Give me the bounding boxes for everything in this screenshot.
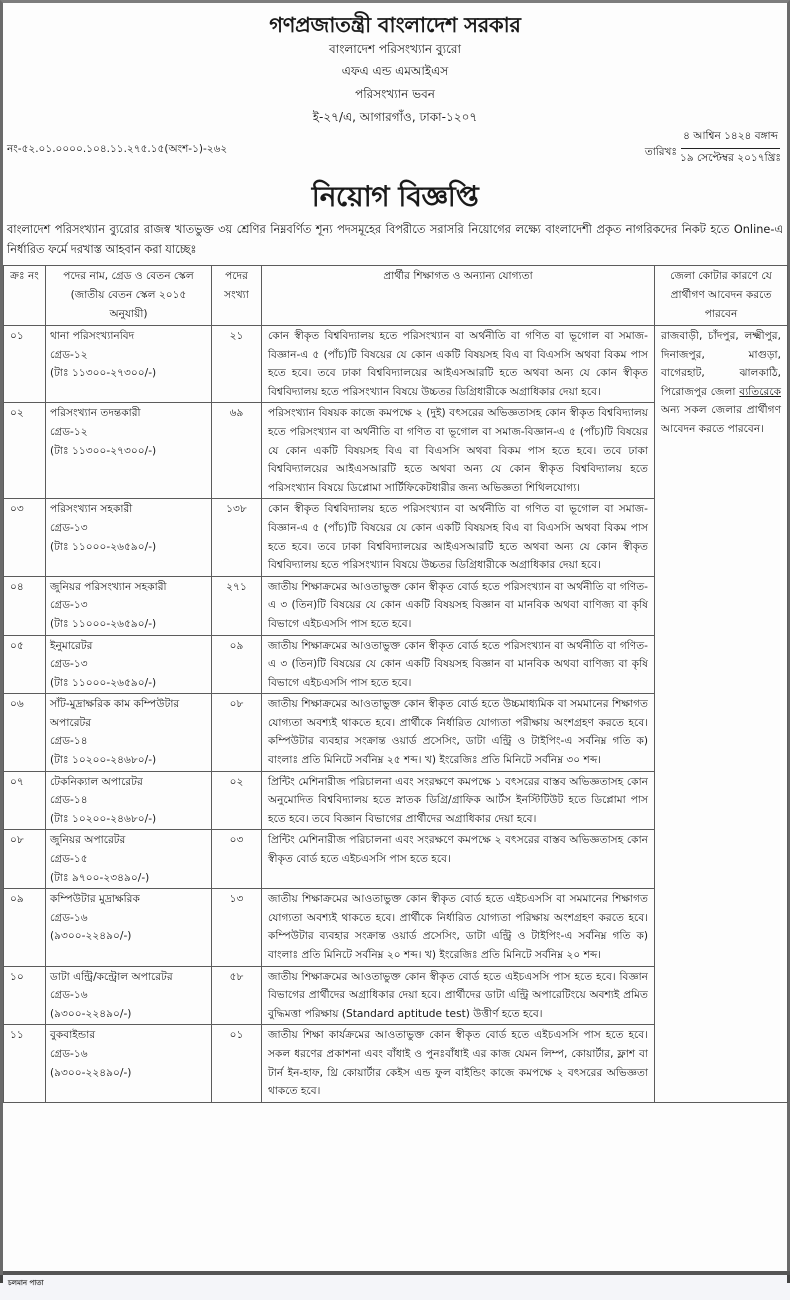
row-post: টেকনিক্যাল অপারেটর — [50, 775, 143, 788]
row-qualification: কোন স্বীকৃত বিশ্ববিদ্যালয় হতে পরিসংখ্যান বা অর্থনীতি বা গণিত বা ভূগোল বা সমাজ-বিজ্ঞান-এ ৫ (পাঁচ)টি বিষয়ের যে কোন একটি বিষয়সহ বিএ বা বিএসসি অথবা বিকম পাস হতে হবে। তবে ঢাকা বিশ্ববিদ্যালয়ের আইএসআরটি হতে অথবা অন্য যে কোন স্বীকৃত বিশ্ববিদ্যালয় হতে পরিসংখ্যান বিষয়ে উচ্চতর ডিগ্রিধারীকে অগ্রাধিকার দেয়া হবে। — [262, 499, 655, 576]
row-serial: ০৫ — [4, 635, 46, 694]
row-qualification: জাতীয় শিক্ষাক্রমের আওতাভুক্ত কোন স্বীকৃত বোর্ড হতে পরিসংখ্যান বা অর্থনীতি বা গণিত-এ ৩ (তিন)টি বিষয়ের যে কোন একটি বিষয়সহ বিজ্ঞান বা মানবিক অথবা বাণিজ্য বা কৃষি বিভাগে এইচএসসি পাস হতে হবে। — [262, 635, 655, 694]
row-grade: গ্রেড-১৩ — [50, 658, 88, 671]
row-scale: (টাঃ ১০২০০-২৪৬৮০/-) — [50, 754, 157, 767]
table-row — [4, 326, 788, 403]
row-qualification: জাতীয় শিক্ষাক্রমের আওতাভুক্ত কোন স্বীকৃত বোর্ড হতে এইচএসসি পাস হতে হবে। বিজ্ঞান বিভাগের প্রার্থীদের অগ্রাধিকার দেয়া হবে। প্রার্থীদের ডাটা এন্ট্রি অপারেটিংয়ে অবশ্যই প্রমিত বুদ্ধিমত্তা পরিক্ষায় (Standard aptitude test) উত্তীর্ণ হতে হবে। — [262, 966, 655, 1025]
row-post: থানা পরিসংখ্যানবিদ — [50, 330, 135, 342]
bureau-name: বাংলাদেশ পরিসংখ্যান ব্যুরো — [329, 42, 461, 56]
row-scale: (৯৩০০-২২৪৯০/-) — [50, 1066, 132, 1079]
row-post — [46, 1025, 212, 1102]
row-post: পরিসংখ্যান তদন্তকারী — [50, 407, 141, 420]
row-post — [46, 966, 212, 1025]
header-post: পদের নাম, গ্রেড ও বেতন স্কেল (জাতীয় বেতন স্কেল ২০১৫ অনুযায়ী) — [46, 266, 212, 326]
row-post: সাঁট-মুদ্রাক্ষরিক কাম কম্পিউটার অপারেটর — [50, 698, 180, 729]
header-qualification: প্রার্থীর শিক্ষাগত ও অন্যান্য যোগ্যতা — [262, 266, 655, 326]
row-post — [46, 403, 212, 499]
wing-name: এফএ এন্ড এমআইএস — [341, 64, 449, 78]
row-serial: ০২ — [4, 403, 46, 499]
row-count: ০৯ — [212, 635, 262, 694]
row-scale: (৯৩০০-২২৪৯০/-) — [50, 1007, 132, 1020]
row-serial: ০৮ — [4, 830, 46, 889]
row-post — [46, 830, 212, 889]
district-quota-note — [655, 326, 788, 1103]
row-post: ডাটা এন্ট্রি/কন্ট্রোল অপারেটর — [50, 970, 173, 983]
row-serial: ০৬ — [4, 694, 46, 771]
row-scale: (টাঃ ১১০০০-২৬৫৯০/-) — [50, 617, 157, 630]
date-bangla: ৪ আশ্বিন ১৪২৪ বঙ্গাব্দ — [681, 129, 780, 149]
row-scale: (টাঃ ৯৭০০-২৩৪৯০/-) — [50, 871, 150, 884]
row-post: কম্পিউটার মুদ্রাক্ষরিক — [50, 893, 140, 906]
row-qualification: জাতীয় শিক্ষাক্রমের আওতাভুক্ত কোন স্বীকৃত বোর্ড হতে পরিসংখ্যান বা অর্থনীতি বা গণিত-এ ৩ (তিন)টি বিষয়ের যে কোন একটি বিষয়সহ বিজ্ঞান বা মানবিক অথবা বাণিজ্য বা কৃষি বিভাগে এইচএসসি পাস হতে হবে। — [262, 576, 655, 635]
row-post — [46, 635, 212, 694]
row-post — [46, 499, 212, 576]
row-post — [46, 326, 212, 403]
row-count: ০১ — [212, 1025, 262, 1102]
row-post — [46, 576, 212, 635]
memo-number: নং-৫২.০১.০০০০.১০৪.১১.২৭৫.১৫(অংশ-১)-২৬২ — [7, 143, 228, 155]
page-bottom-rule — [3, 1271, 790, 1275]
government-title: গণপ্রজাতন্ত্রী বাংলাদেশ সরকার — [269, 13, 521, 37]
row-count: ০৩ — [212, 830, 262, 889]
row-qualification: জাতীয় শিক্ষা কার্যক্রমের আওতাভুক্ত কোন স্বীকৃত বোর্ড হতে এইচএসসি পাস হতে হবে। সকল ধরণের প্রকাশনা এবং বাঁধাই ও পুনঃবাঁধাই এর কাজ যেমন লিম্প, কোয়ার্টার, ফ্লাশ বা টার্ন ইন-হাফ, থ্রি কোয়ার্টার কেইস এন্ড ফুল বাইন্ডিং কাজে কমপক্ষে ২ বৎসরের অভিজ্ঞতা থাকতে হবে। — [262, 1025, 655, 1102]
row-grade: গ্রেড-১৩ — [50, 599, 88, 612]
row-count: ৫৮ — [212, 966, 262, 1025]
notice-title: নিয়োগ বিজ্ঞপ্তি — [311, 180, 479, 213]
row-scale: (টাঃ ১১০০০-২৬৫৯০/-) — [50, 540, 157, 553]
row-serial: ০৭ — [4, 771, 46, 830]
row-qualification: কোন স্বীকৃত বিশ্ববিদ্যালয় হতে পরিসংখ্যান বা অর্থনীতি বা গণিত বা ভূগোল বা সমাজ-বিজ্ঞান-এ ৫ (পাঁচ)টি বিষয়ের যে কোন একটি বিষয়সহ বিএ বা বিএসসি অথবা বিকম পাস হতে হবে। তবে ঢাকা বিশ্ববিদ্যালয়ের আইএসআরটি হতে অথবা অন্য যে কোন স্বীকৃত বিশ্ববিদ্যালয় হতে পরিসংখ্যান বিষয়ে উচ্চতর ডিগ্রিধারীকে অগ্রাধিকার দেয়া হবে। — [262, 326, 655, 403]
row-grade: গ্রেড-১৬ — [50, 989, 88, 1002]
district-note-text-end: অন্য সকল জেলার প্রার্থীগণ আবেদন করতে পারবেন। — [661, 404, 781, 435]
row-serial: ১০ — [4, 966, 46, 1025]
district-note-text: রাজবাড়ী, চাঁদপুর, লক্ষ্মীপুর, দিনাজপুর, মাগুড়া, বাগেরহাট, ঝালকাঠি, পিরোজপুর জেলা — [661, 330, 781, 398]
row-count: ৬৯ — [212, 403, 262, 499]
continued-label: চলমান পাতা — [8, 1279, 44, 1287]
office-address: ই-২৭/এ, আগারগাঁও, ঢাকা-১২০৭ — [312, 110, 478, 124]
left-edge-mark — [0, 1275, 3, 1283]
row-post — [46, 771, 212, 830]
row-grade: গ্রেড-১৪ — [50, 794, 88, 807]
row-qualification: প্রিন্টিং মেশিনারীজ পরিচালনা এবং সংরক্ষণে কমপক্ষে ১ বৎসরের বাস্তব অভিজ্ঞতাসহ কোন অনুমোদিত বিশ্ববিদ্যালয় হতে স্নাতক ডিগ্রি/গ্রাফিক আর্টস ইনস্টিটিউট হতে ডিপ্লোমা পাস হতে হবে। তবে বিজ্ঞান বিভাগের প্রার্থীদের অগ্রাধিকার দেয়া হবে। — [262, 771, 655, 830]
row-post: ইনুমারেটর — [50, 639, 93, 652]
date-label: তারিখঃ — [644, 146, 678, 158]
row-post — [46, 889, 212, 966]
date-block — [645, 129, 781, 168]
row-serial: ০১ — [4, 326, 46, 403]
row-scale: (টাঃ ১১৩০০-২৭৩০০/-) — [50, 367, 157, 380]
row-qualification: জাতীয় শিক্ষাক্রমের আওতাভুক্ত কোন স্বীকৃত বোর্ড হতে এইচএসসি বা সমমানের শিক্ষাগত যোগ্যতা অবশ্যই থাকতে হবে। প্রার্থীকে নির্ধারিত যোগ্যতা পরিক্ষায় অংশগ্রহণ করতে হবে। কম্পিউটার ব্যবহার সংক্রান্ত ওয়ার্ড প্রসেসিং, ডাটা এন্ট্রি ও টাইপিং-এ সর্বনিম্ন গতি ক) বাংলাঃ প্রতি মিনিটে সর্বনিম্ন ২০ শব্দ। খ) ইংরেজিঃ প্রতি মিনিটে সর্বনিম্ন ২০ শব্দ। — [262, 889, 655, 966]
row-count: ২১ — [212, 326, 262, 403]
row-qualification: জাতীয় শিক্ষাক্রমের আওতাভুক্ত কোন স্বীকৃত বোর্ড হতে উচ্চমাধ্যমিক বা সমমানের শিক্ষাগত যোগ্যতা অবশ্যই থাকতে হবে। প্রার্থীকে নির্ধারিত যোগ্যতা পরীক্ষায় অংশগ্রহণ করতে হবে। কম্পিউটার ব্যবহার সংক্রান্ত ওয়ার্ড প্রসেসিং, ডাটা এন্ট্রি ও টাইপিং-এ সর্বনিম্ন গতি ক) বাংলাঃ প্রতি মিনিটে সর্বনিম্ন ২৫ শব্দ। খ) ইংরেজিঃ প্রতি মিনিটে সর্বনিম্ন ৩০ শব্দ। — [262, 694, 655, 771]
row-grade: গ্রেড-১৬ — [50, 911, 88, 924]
district-note-exception: ব্যতিরেকে — [739, 385, 781, 398]
row-qualification: পরিসংখ্যান বিষয়ক কাজে কমপক্ষে ২ (দুই) বৎসরের অভিজ্ঞতাসহ কোন স্বীকৃত বিশ্ববিদ্যালয় হতে পরিসংখ্যান বা অর্থনীতি বা গণিত বা ভূগোল বা সমাজ-বিজ্ঞান-এ ৫ (পাঁচ)টি বিষয়ের যে কোন একটি বিষয়সহ বিএ বা বিএসসি অথবা বিকম পাস হতে হবে। তবে ঢাকা বিশ্ববিদ্যালয়ের আইএসআরটি হতে অথবা অন্য যে কোন স্বীকৃত বিশ্ববিদ্যালয় হতে পরিসংখ্যান বিষয়ে ডিপ্লোমা সার্টিফিকেটধারীর জন্য অভিজ্ঞতা শিথিলযোগ্য। — [262, 403, 655, 499]
row-scale: (টাঃ ১১০০০-২৬৫৯০/-) — [50, 676, 157, 689]
row-count: ০২ — [212, 771, 262, 830]
row-serial: ১১ — [4, 1025, 46, 1102]
row-grade: গ্রেড-১২ — [50, 425, 88, 438]
intro-paragraph: বাংলাদেশ পরিসংখ্যান ব্যুরোর রাজস্ব খাতভুক্ত ৩য় শ্রেণির নিম্নবর্ণিত শূন্য পদসমূহের বিপরীতে সরাসরি নিয়োগের লক্ষ্যে বাংলাদেশী প্রকৃত নাগরিকদের নিকট হতে Online-এ নির্ধারিত ফর্মে দরখাস্ত আহবান করা যাচ্ছেঃ — [7, 223, 783, 256]
row-grade: গ্রেড-১৪ — [50, 735, 88, 748]
table-header-row — [4, 266, 788, 326]
row-serial: ০৩ — [4, 499, 46, 576]
row-scale: (টাঃ ১০২০০-২৪৬৮০/-) — [50, 812, 157, 825]
row-count: ০৮ — [212, 694, 262, 771]
header-count: পদের সংখ্যা — [212, 266, 262, 326]
building-name: পরিসংখ্যান ভবন — [355, 87, 435, 101]
row-grade: গ্রেড-১৫ — [50, 853, 88, 866]
row-grade: গ্রেড-১৩ — [50, 521, 88, 534]
row-serial: ০৪ — [4, 576, 46, 635]
header-district: জেলা কোটার কারণে যে প্রার্থীগণ আবেদন করতে পারবেন — [655, 266, 788, 326]
row-grade: গ্রেড-১২ — [50, 348, 88, 361]
row-grade: গ্রেড-১৬ — [50, 1047, 88, 1060]
header-serial: ক্রঃ নং — [4, 266, 46, 326]
row-post: জুনিয়র পরিসংখ্যান সহকারী — [50, 580, 167, 593]
row-post — [46, 694, 212, 771]
row-qualification: প্রিন্টিং মেশিনারীজ পরিচালনা এবং সংরক্ষণে কমপক্ষে ২ বৎসরের বাস্তব অভিজ্ঞতাসহ কোন স্বীকৃত বোর্ড হতে এইচএসসি পাস হতে হবে। — [262, 830, 655, 889]
row-scale: (টাঃ ১১৩০০-২৭৩০০/-) — [50, 444, 157, 457]
row-count: ১৩৮ — [212, 499, 262, 576]
row-count: ১৩ — [212, 889, 262, 966]
row-post: পরিসংখ্যান সহকারী — [50, 503, 133, 516]
row-scale: (৯৩০০-২২৪৯০/-) — [50, 930, 132, 943]
date-gregorian: ১৯ সেপ্টেম্বর ২০১৭খ্রিঃ — [680, 152, 781, 164]
row-serial: ০৯ — [4, 889, 46, 966]
row-post: জুনিয়র অপারেটর — [50, 834, 126, 847]
vacancy-table — [3, 265, 788, 1103]
row-post: বুকবাইন্ডার — [50, 1029, 96, 1042]
row-count: ২৭১ — [212, 576, 262, 635]
date-fraction — [680, 129, 781, 168]
